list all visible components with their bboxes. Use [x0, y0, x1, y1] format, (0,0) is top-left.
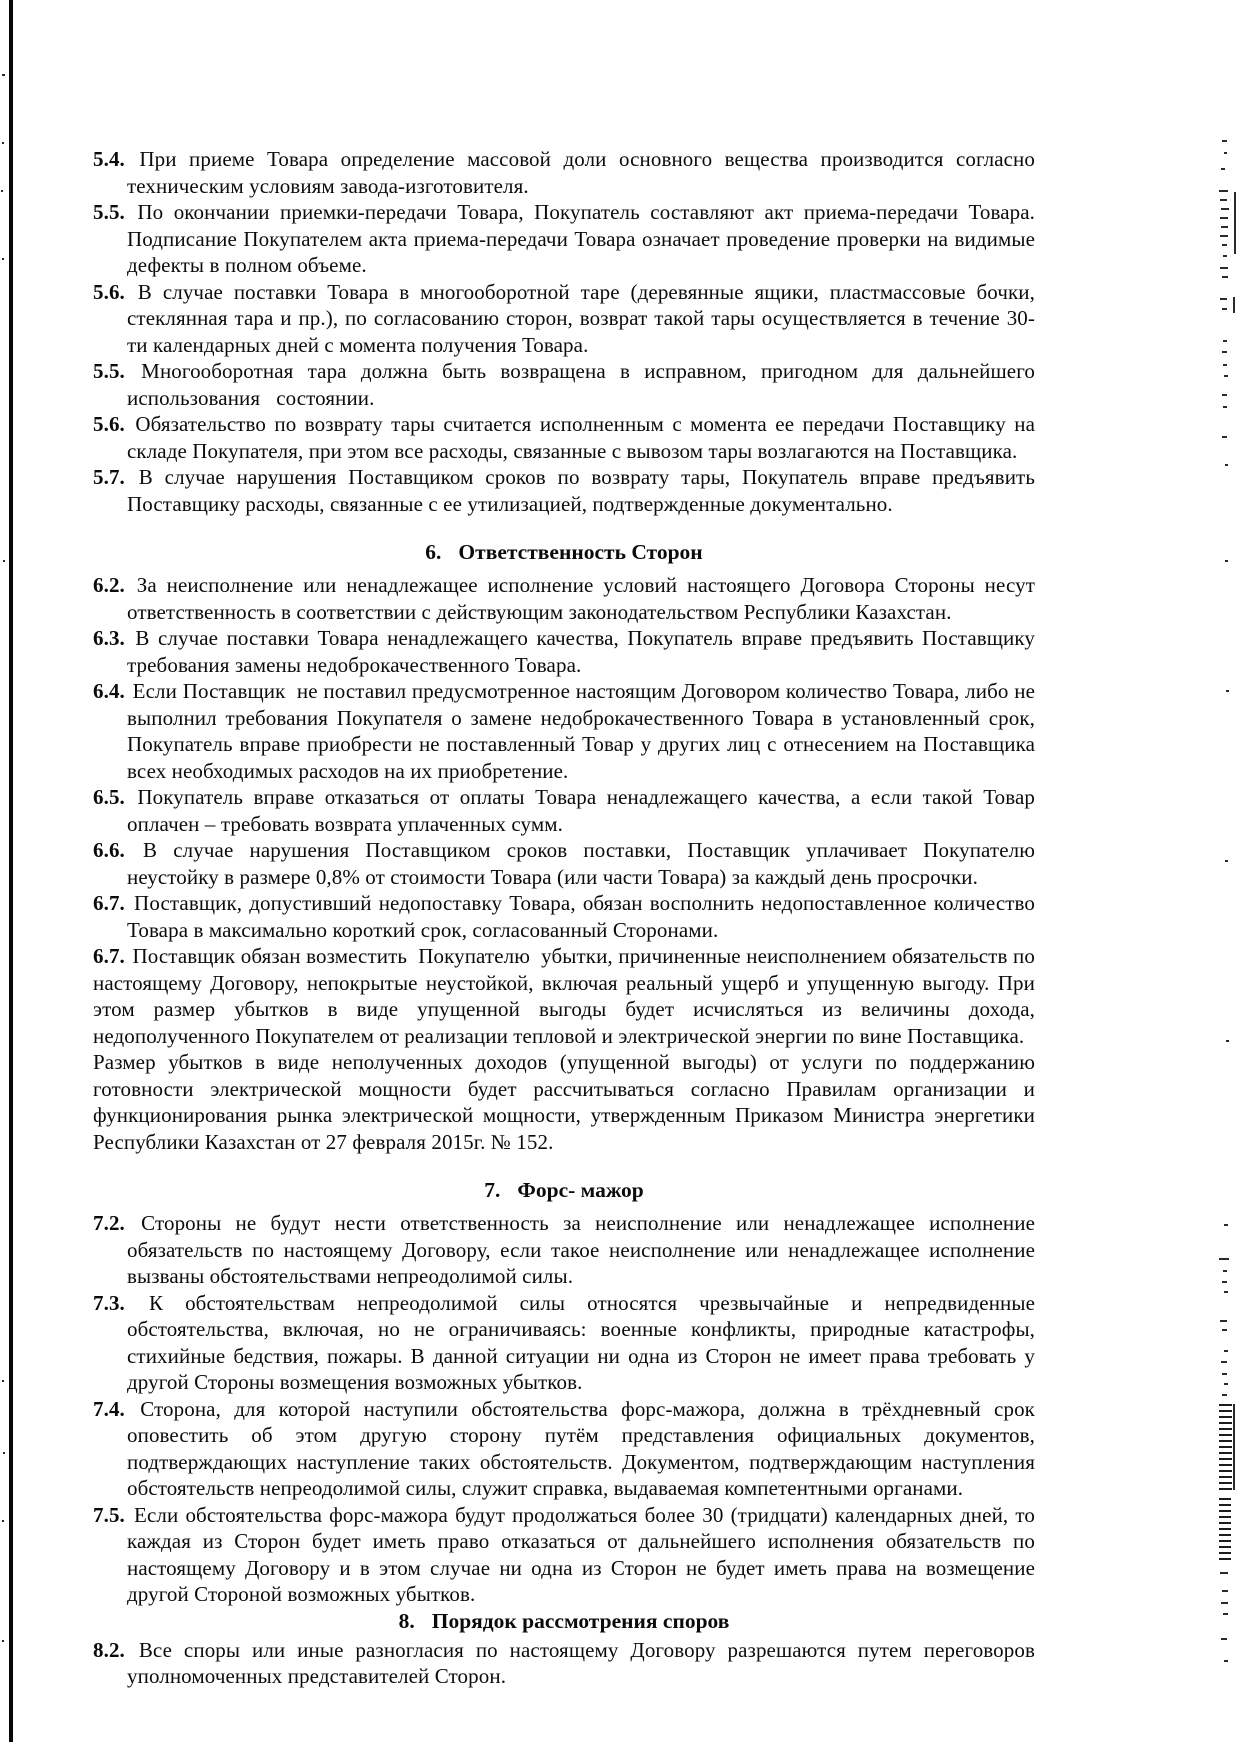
- scan-noise-mark: [1220, 1320, 1227, 1322]
- scan-noise-mark: [2, 1640, 4, 1642]
- clause-number: 8.2.: [93, 1637, 125, 1662]
- scan-noise-mark: [1220, 217, 1228, 219]
- scan-noise-mark: [1225, 464, 1228, 466]
- scan-noise-mark: [2, 1380, 4, 1382]
- contract-clause: 6.3. В случае поставки Товара ненадлежащего качества, Покупатель вправе предъявить Поставщику требования замены недоброкачественного Товара.: [93, 626, 1035, 677]
- scan-noise-mark: [2, 1520, 4, 1522]
- contract-clause: 6.7. Поставщик обязан возместить Покупателю убытки, причиненные неисполнением обязательств по настоящему Договору, непокрытые неустойкой, включая реальный ущерб и упущенную выгоду. При этом размер убытков в виде упущенной выгоды будет исчисляться из величины дохода, недополученного Покупателем от реализации тепловой и электрической энергии по вине Поставщика.: [93, 944, 1035, 1048]
- clause-number: 6.6.: [93, 838, 125, 862]
- scan-noise-mark: [1224, 1383, 1228, 1385]
- contract-clause: 7.5. Если обстоятельства форс-мажора будут продолжаться более 30 (тридцати) календарных дней, то каждая из Сторон будет иметь право отказаться от дальнейшего исполнения обязательств по настоящему Договору и в этом случае ни одна из Сторон не будет иметь права на возмещение другой Стороной возможных убытков.: [93, 1502, 1035, 1606]
- scan-noise-mark: [1224, 152, 1227, 154]
- contract-clause: 7.2. Стороны не будут нести ответственность за неисполнение или ненадлежащее исполнение обязательств по настоящему Договору, если такое неисполнение или ненадлежащее исполнение вызваны обстоятельствами непреодолимой силы.: [93, 1211, 1035, 1288]
- scan-noise-mark: [1223, 340, 1227, 342]
- section-number: 7.: [484, 1178, 501, 1202]
- contract-clause: 5.4. При приеме Товара определение массовой доли основного вещества производится согласно техническим условиям завода-изготовителя.: [93, 147, 1035, 198]
- scan-noise-mark: [1222, 308, 1227, 310]
- scan-noise-mark: [1222, 1281, 1227, 1283]
- scan-noise-mark: [3, 560, 5, 562]
- contract-clause: 6.5. Покупатель вправе отказаться от оплаты Товара ненадлежащего качества, а если такой Товар оплачен – требовать возврата уплаченных сумм.: [93, 785, 1035, 836]
- scan-noise-mark: [1224, 1660, 1228, 1662]
- section-title: Ответственность Сторон: [458, 540, 703, 564]
- section-title: Форс- мажор: [517, 1178, 644, 1202]
- clause-number: 6.3.: [93, 626, 125, 650]
- contract-clause: 6.4. Если Поставщик не поставил предусмотренное настоящим Договором количество Товара, либо не выполнил требования Покупателя о замене недоброкачественного Товара в установленный срок, Покупатель вправе приобрести не поставленный Товар у других лиц с отнесением на Поставщика всех необходимых расходов на их приобретение.: [93, 679, 1035, 783]
- scan-noise-mark: [1221, 226, 1228, 228]
- scan-noise-mark: [1, 190, 3, 192]
- document-body: [93, 146, 1035, 1690]
- scan-noise-mark: [1224, 1350, 1228, 1352]
- clause-number: 7.4.: [93, 1396, 125, 1421]
- scan-noise-mark: [1225, 860, 1228, 862]
- contract-clause: 5.5. Многооборотная тара должна быть возвращена в исправном, пригодном для дальнейшего использования состоянии.: [93, 359, 1035, 410]
- scan-binding-line: [9, 0, 13, 1742]
- scan-noise-mark: [1222, 276, 1228, 278]
- scan-noise-mark: [1225, 560, 1228, 562]
- scan-noise-mark: [1222, 1373, 1227, 1375]
- scan-noise-mark: [1222, 1394, 1227, 1396]
- scan-noise-mark: [1220, 235, 1228, 237]
- clause-number: 7.5.: [93, 1502, 125, 1527]
- scan-noise-mark: [1224, 1291, 1228, 1293]
- contract-clause: 5.5. По окончании приемки-передачи Товара, Покупатель составляют акт приема-передачи Товара. Подписание Покупателем акта приема-передачи Товара означает проведение проверки на видимые дефекты в полном объеме.: [93, 200, 1035, 277]
- scan-noise-mark: [1222, 244, 1227, 246]
- contract-clause: 6.7. Поставщик, допустивший недопоставку Товара, обязан восполнить недопоставленное количество Товара в максимально короткий срок, согласованный Сторонами.: [93, 891, 1035, 942]
- clause-number: 5.6.: [93, 412, 125, 436]
- contract-clause: 7.4. Сторона, для которой наступили обстоятельства форс-мажора, должна в трёхдневный срок оповестить об этом другую сторону путём представления официальных документов, подтверждающих наступление таких обстоятельств. Документом, подтверждающим наступления обстоятельств непреодолимой силы, служит справка, выдаваемая компетентными органами.: [93, 1396, 1035, 1500]
- scan-noise-mark: [2, 142, 4, 144]
- clause-number: 6.7.: [93, 944, 125, 968]
- scan-noise-mark: [1220, 267, 1228, 269]
- scan-noise-mark: [1219, 1404, 1232, 1492]
- scan-noise-mark: [3, 1452, 5, 1454]
- clause-number: 7.3.: [93, 1290, 125, 1315]
- scan-noise-mark: [1223, 406, 1227, 408]
- scan-noise-mark: [1233, 297, 1235, 313]
- scan-noise-mark: [1221, 168, 1225, 170]
- scan-noise-mark: [1233, 1404, 1235, 1490]
- scan-noise-mark: [1226, 1040, 1229, 1042]
- scan-noise-mark: [1219, 190, 1228, 192]
- scan-noise-mark: [1234, 192, 1236, 254]
- clause-number: 5.5.: [93, 200, 125, 224]
- scan-noise-mark: [1221, 1638, 1227, 1640]
- scan-noise-mark: [1222, 1590, 1228, 1592]
- contract-clause: 6.6. В случае нарушения Поставщиком сроков поставки, Поставщик уплачивает Покупателю неустойку в размере 0,8% от стоимости Товара (или части Товара) за каждый день просрочки.: [93, 838, 1035, 889]
- scan-noise-mark: [1226, 690, 1229, 692]
- scan-noise-mark: [1223, 1613, 1228, 1615]
- contract-clause: 6.2. За неисполнение или ненадлежащее исполнение условий настоящего Договора Стороны несут ответственность в соответствии с действующим законодательством Республики Казахстан.: [93, 573, 1035, 624]
- scan-noise-mark: [1221, 208, 1229, 210]
- scan-noise-mark: [2, 258, 4, 260]
- clause-number: 5.6.: [93, 279, 125, 304]
- scan-noise-mark: [1224, 1224, 1228, 1226]
- clause-number: 5.5.: [93, 359, 125, 383]
- scan-noise-mark: [1221, 1361, 1227, 1363]
- scan-noise-mark: [1220, 298, 1227, 300]
- section-title: Порядок рассмотрения споров: [431, 1608, 730, 1633]
- section-number: 6.: [425, 540, 442, 564]
- clause-number: 6.4.: [93, 679, 125, 703]
- clause-number: 6.7.: [93, 891, 125, 915]
- clause-number: 5.7.: [93, 465, 125, 489]
- scan-noise-mark: [1220, 199, 1227, 201]
- contract-clause: 7.3. К обстоятельствам непреодолимой силы относятся чрезвычайные и непредвиденные обстоятельства, включая, но не ограничиваясь: военные конфликты, природные катастрофы, стихийные бедствия, пожары. В данной ситуации ни одна из Сторон не имеет права требовать у другой Стороны возмещения возможных убытков.: [93, 1290, 1035, 1394]
- section-number: 8.: [398, 1608, 415, 1633]
- clause-number: 7.2.: [93, 1211, 125, 1235]
- contract-clause: 8.2. Все споры или иные разногласия по настоящему Договору разрешаются путем переговоров уполномоченных представителей Сторон.: [93, 1637, 1035, 1688]
- scan-noise-mark: [1222, 436, 1227, 438]
- scan-noise-mark: [1223, 364, 1227, 366]
- contract-paragraph: Размер убытков в виде неполученных доходов (упущенной выгоды) от услуги по поддержанию готовности электрической мощности будет рассчитываться согласно Правилам организации и функционирования рынка электрической мощности, утвержденным Приказом Министра энергетики Республики Казахстан от 27 февраля 2015г. № 152.: [93, 1050, 1035, 1154]
- scan-noise-mark: [1223, 1270, 1227, 1272]
- scan-noise-mark: [1222, 351, 1227, 353]
- scan-noise-mark: [1219, 1258, 1229, 1260]
- section-heading: [93, 1608, 1035, 1635]
- clause-number: 5.4.: [93, 147, 125, 171]
- scan-noise-mark: [1220, 1572, 1228, 1574]
- scan-noise-mark: [2, 74, 5, 76]
- scan-noise-mark: [1223, 255, 1227, 257]
- scan-noise-mark: [1222, 1329, 1227, 1331]
- scan-noise-mark: [1221, 1602, 1228, 1604]
- contract-clause: 5.7. В случае нарушения Поставщиком сроков по возврату тары, Покупатель вправе предъявить Поставщику расходы, связанные с ее утилизацией, подтвержденные документально.: [93, 465, 1035, 516]
- clause-number: 6.2.: [93, 573, 125, 597]
- contract-clause: 5.6. В случае поставки Товара в многооборотной таре (деревянные ящики, пластмассовые бочки, стеклянная тара и пр.), по согласованию сторон, возврат такой тары осуществляется в течение 30-ти календарных дней с момента получения Товара.: [93, 279, 1035, 357]
- scan-noise-mark: [1224, 375, 1228, 377]
- section-heading: [93, 1177, 1035, 1204]
- scan-noise-mark: [1219, 1498, 1231, 1562]
- clause-number: 6.5.: [93, 785, 125, 809]
- section-heading: [93, 539, 1035, 566]
- scan-noise-mark: [1222, 140, 1227, 142]
- scan-noise-mark: [1222, 394, 1227, 396]
- contract-clause: 5.6. Обязательство по возврату тары считается исполненным с момента ее передачи Поставщику на складе Покупателя, при этом все расходы, связанные с вывозом тары возлагаются на Поставщика.: [93, 412, 1035, 463]
